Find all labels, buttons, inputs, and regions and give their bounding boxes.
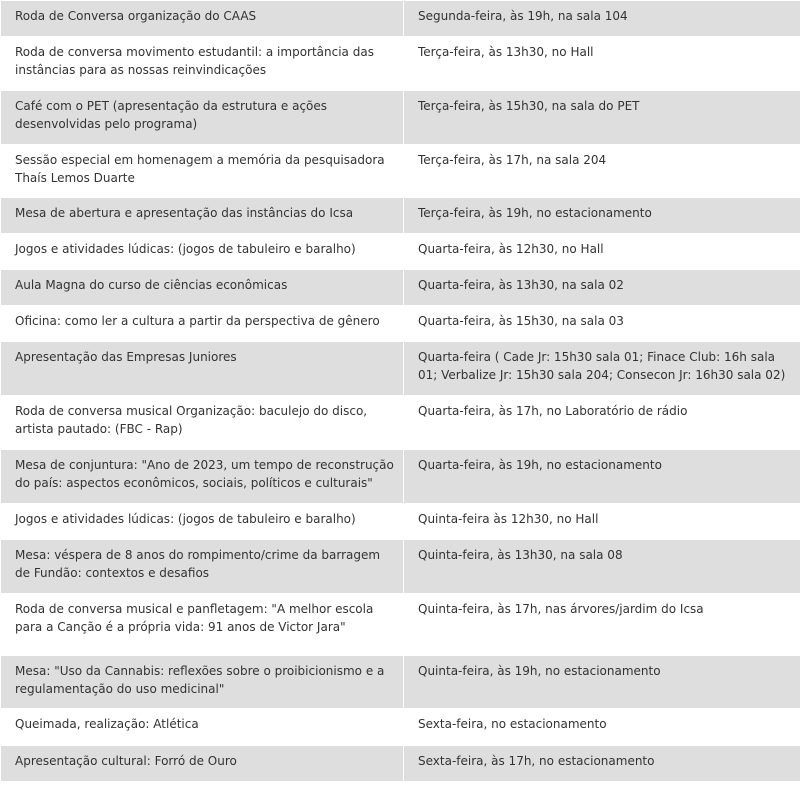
table-row bbox=[1, 540, 800, 594]
activity-cell: Roda de conversa musical e panfletagem: "A melhor escola para a Canção é a própria vida: 91 anos de Victor Jara" bbox=[1, 594, 404, 656]
table-row bbox=[1, 504, 800, 540]
activity-cell: Sessão especial em homenagem a memória da pesquisadora Thaís Lemos Duarte bbox=[1, 145, 404, 198]
activity-cell: Mesa de conjuntura: "Ano de 2023, um tempo de reconstrução do país: aspectos econômicos, sociais, políticos e culturais" bbox=[1, 450, 404, 504]
schedule-cell: Quarta-feira, às 13h30, na sala 02 bbox=[404, 270, 800, 306]
schedule-cell: Quarta-feira, às 15h30, na sala 03 bbox=[404, 306, 800, 342]
activity-cell: Roda de conversa musical Organização: baculejo do disco, artista pautado: (FBC - Rap) bbox=[1, 396, 404, 450]
activity-cell: Roda de conversa movimento estudantil: a importância das instâncias para as nossas reinvindicações bbox=[1, 37, 404, 91]
activity-cell: Mesa: véspera de 8 anos do rompimento/crime da barragem de Fundão: contextos e desafios bbox=[1, 540, 404, 594]
activity-cell: Roda de Conversa organização do CAAS bbox=[1, 1, 404, 37]
schedule-cell: Quinta-feira, às 13h30, na sala 08 bbox=[404, 540, 800, 594]
table-row bbox=[1, 1, 800, 37]
table-row bbox=[1, 198, 800, 234]
activity-cell: Café com o PET (apresentação da estrutura e ações desenvolvidas pelo programa) bbox=[1, 91, 404, 145]
table-row bbox=[1, 306, 800, 342]
table-row bbox=[1, 37, 800, 91]
table-row bbox=[1, 145, 800, 198]
schedule-cell: Sexta-feira, no estacionamento bbox=[404, 709, 800, 746]
schedule-cell: Quinta-feira, às 19h, no estacionamento bbox=[404, 656, 800, 709]
activity-cell: Aula Magna do curso de ciências econômicas bbox=[1, 270, 404, 306]
table-row bbox=[1, 746, 800, 782]
table-row bbox=[1, 270, 800, 306]
activity-cell: Apresentação cultural: Forró de Ouro bbox=[1, 746, 404, 782]
schedule-cell: Terça-feira, às 15h30, na sala do PET bbox=[404, 91, 800, 145]
activity-cell: Queimada, realização: Atlética bbox=[1, 709, 404, 746]
table-row bbox=[1, 234, 800, 270]
activity-cell: Oficina: como ler a cultura a partir da perspectiva de gênero bbox=[1, 306, 404, 342]
activity-cell: Mesa de abertura e apresentação das instâncias do Icsa bbox=[1, 198, 404, 234]
table-row bbox=[1, 91, 800, 145]
schedule-cell: Terça-feira, às 13h30, no Hall bbox=[404, 37, 800, 91]
schedule-body bbox=[1, 1, 800, 782]
table-row bbox=[1, 342, 800, 396]
schedule-cell: Quarta-feira, às 17h, no Laboratório de rádio bbox=[404, 396, 800, 450]
table-row bbox=[1, 656, 800, 709]
schedule-cell: Quinta-feira, às 17h, nas árvores/jardim do Icsa bbox=[404, 594, 800, 656]
activity-cell: Mesa: "Uso da Cannabis: reflexões sobre o proibicionismo e a regulamentação do uso medicinal" bbox=[1, 656, 404, 709]
schedule-cell: Sexta-feira, às 17h, no estacionamento bbox=[404, 746, 800, 782]
schedule-cell: Quarta-feira ( Cade Jr: 15h30 sala 01; Finace Club: 16h sala 01; Verbalize Jr: 15h30 sala 204; Consecon Jr: 16h30 sala 02) bbox=[404, 342, 800, 396]
schedule-cell: Quarta-feira, às 12h30, no Hall bbox=[404, 234, 800, 270]
table-row bbox=[1, 450, 800, 504]
table-row bbox=[1, 709, 800, 746]
table-row bbox=[1, 594, 800, 656]
activity-cell: Jogos e atividades lúdicas: (jogos de tabuleiro e baralho) bbox=[1, 234, 404, 270]
table-row bbox=[1, 396, 800, 450]
schedule-cell: Quarta-feira, às 19h, no estacionamento bbox=[404, 450, 800, 504]
schedule-cell: Segunda-feira, às 19h, na sala 104 bbox=[404, 1, 800, 37]
activity-cell: Apresentação das Empresas Juniores bbox=[1, 342, 404, 396]
schedule-cell: Quinta-feira às 12h30, no Hall bbox=[404, 504, 800, 540]
schedule-cell: Terça-feira, às 19h, no estacionamento bbox=[404, 198, 800, 234]
schedule-cell: Terça-feira, às 17h, na sala 204 bbox=[404, 145, 800, 198]
activity-cell: Jogos e atividades lúdicas: (jogos de tabuleiro e baralho) bbox=[1, 504, 404, 540]
